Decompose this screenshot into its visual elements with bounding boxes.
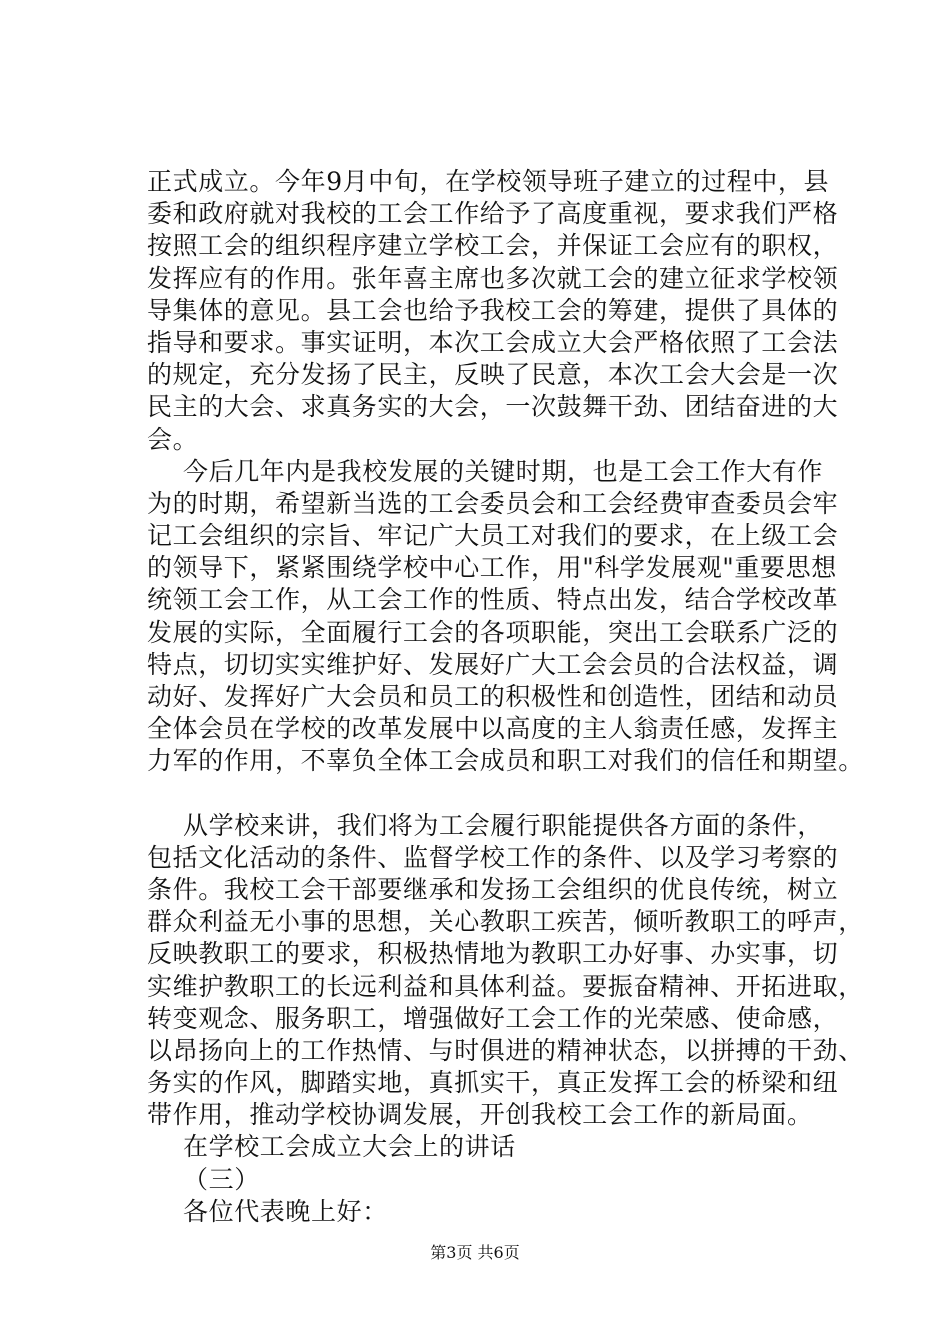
section-number: （三） [183, 1164, 260, 1194]
text-line: 记工会组织的宗旨、牢记广大员工对我们的要求，在上级工会 [147, 521, 839, 551]
text-line: 以昂扬向上的工作热情、与时俱进的精神状态，以拼搏的干劲、 [147, 1035, 864, 1065]
body-text [147, 166, 864, 1228]
page-number: 第3页 共6页 [430, 1243, 520, 1262]
text-line: 发挥应有的作用。张年喜主席也多次就工会的建立征求学校领 [147, 263, 839, 293]
text-line: 群众利益无小事的思想，关心教职工疾苦，倾听教职工的呼声， [147, 907, 864, 937]
text-line: 实维护教职工的长远利益和具体利益。要振奋精神、开拓进取， [147, 971, 864, 1001]
text-line: 民主的大会、求真务实的大会，一次鼓舞干劲、团结奋进的大 [147, 392, 839, 422]
text-line: 力军的作用，不辜负全体工会成员和职工对我们的信任和期望。 [147, 746, 864, 776]
text-line: 为的时期，希望新当选的工会委员会和工会经费审查委员会牢 [147, 488, 839, 518]
text-line: 指导和要求。事实证明，本次工会成立大会严格依照了工会法 [147, 327, 839, 357]
text-line: 动好、发挥好广大会员和员工的积极性和创造性，团结和动员 [147, 682, 839, 711]
paragraph-first-line: 从学校来讲，我们将为工会履行职能提供各方面的条件， [183, 810, 824, 840]
text-line: 带作用，推动学校协调发展，开创我校工会工作的新局面。 [147, 1100, 813, 1130]
text-line: 条件。我校工会干部要继承和发扬工会组织的优良传统，树立 [147, 874, 839, 904]
section-title: 在学校工会成立大会上的讲话 [183, 1132, 516, 1162]
text-line: 统领工会工作，从工会工作的性质、特点出发，结合学校改革 [147, 585, 839, 615]
text-line: 导集体的意见。县工会也给予我校工会的筹建，提供了具体的 [147, 295, 839, 325]
text-line: 的规定，充分发扬了民主，反映了民意，本次工会大会是一次 [147, 360, 839, 390]
text-line: 务实的作风，脚踏实地，真抓实干，真正发挥工会的桥梁和纽 [147, 1068, 839, 1098]
page-footer [0, 1243, 950, 1263]
text-line: 会。 [147, 424, 199, 454]
paragraph-gap [147, 778, 847, 810]
text-line: 全体会员在学校的改革发展中以高度的主人翁责任感，发挥主 [147, 714, 839, 744]
paragraph-first-line: 今后几年内是我校发展的关键时期，也是工会工作大有作 [183, 456, 824, 486]
text-line: 委和政府就对我校的工会工作给予了高度重视，要求我们严格 [147, 199, 839, 229]
text-line: 包括文化活动的条件、监督学校工作的条件、以及学习考察的 [147, 842, 839, 872]
text-line: 特点，切切实实维护好、发展好广大工会会员的合法权益，调 [147, 649, 839, 679]
text-line: 正式成立。今年9月中旬，在学校领导班子建立的过程中，县 [147, 167, 830, 196]
text-line: 发展的实际，全面履行工会的各项职能，突出工会联系广泛的 [147, 617, 839, 647]
text-line: 反映教职工的要求，积极热情地为教职工办好事、办实事，切 [147, 939, 839, 969]
text-line: 按照工会的组织程序建立学校工会，并保证工会应有的职权， [147, 231, 839, 261]
text-line: 转变观念、服务职工，增强做好工会工作的光荣感、使命感， [147, 1003, 839, 1033]
text-line: 的领导下，紧紧围绕学校中心工作，用"科学发展观"重要思想 [147, 553, 837, 583]
salutation: 各位代表晚上好： [183, 1196, 388, 1226]
